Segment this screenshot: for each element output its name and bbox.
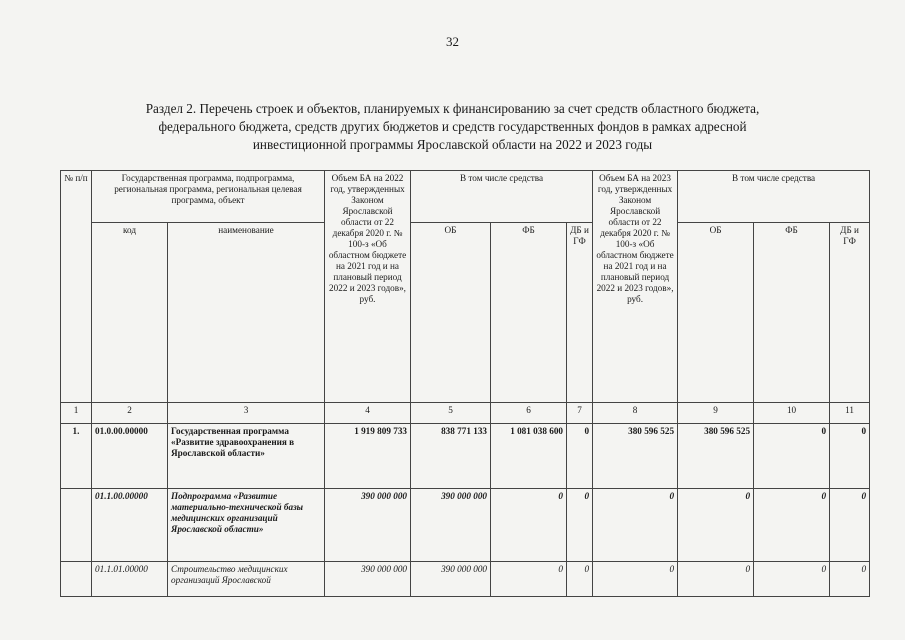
row-code: 01.1.01.00000 [92, 562, 168, 597]
column-number: 1 [61, 403, 92, 424]
row-dbgf-2022: 0 [567, 562, 593, 597]
investment-program-table [60, 170, 870, 597]
header-fb-2023: ФБ [754, 223, 830, 403]
row-dbgf-2023: 0 [830, 562, 870, 597]
header-dbgf-2022: ДБ и ГФ [567, 223, 593, 403]
header-code: код [92, 223, 168, 403]
header-program: Государственная программа, подпрограмма, региональная программа, региональная целевая программа, объект [92, 171, 325, 223]
header-fb-2022: ФБ [491, 223, 567, 403]
column-number: 7 [567, 403, 593, 424]
header-ba-2022: Объем БА на 2022 год, утвержденных Законом Ярославской области от 22 декабря 2020 г. № 100-з «Об областном бюджете на 2021 год и на плановый период 2022 и 2023 годов», руб. [325, 171, 411, 403]
column-number: 9 [678, 403, 754, 424]
column-number: 8 [593, 403, 678, 424]
row-name: Строительство медицинских организаций Ярославской [168, 562, 325, 597]
column-number: 3 [168, 403, 325, 424]
header-ob-2023: ОБ [678, 223, 754, 403]
row-code: 01.0.00.00000 [92, 424, 168, 489]
table-row-subprogram [61, 489, 870, 562]
row-fb-2023: 0 [754, 489, 830, 562]
row-ba-2023: 0 [593, 562, 678, 597]
row-fb-2022: 0 [491, 562, 567, 597]
row-name: Подпрограмма «Развитие материально-технической базы медицинских организаций Ярославской области» [168, 489, 325, 562]
header-dbgf-2023: ДБ и ГФ [830, 223, 870, 403]
header-ba-2023: Объем БА на 2023 год, утвержденных Законом Ярославской области от 22 декабря 2020 г. № 100-з «Об областном бюджете на 2021 год и на плановый период 2022 и 2023 годов», руб. [593, 171, 678, 403]
row-ob-2022: 390 000 000 [411, 489, 491, 562]
row-dbgf-2022: 0 [567, 424, 593, 489]
row-fb-2022: 1 081 038 600 [491, 424, 567, 489]
row-name: Государственная программа «Развитие здравоохранения в Ярославской области» [168, 424, 325, 489]
row-fb-2022: 0 [491, 489, 567, 562]
table-row-program [61, 424, 870, 489]
header-ob-2022: ОБ [411, 223, 491, 403]
header-num: № п/п [61, 171, 92, 403]
row-dbgf-2022: 0 [567, 489, 593, 562]
row-ba-2022: 390 000 000 [325, 489, 411, 562]
row-code: 01.1.00.00000 [92, 489, 168, 562]
column-number: 2 [92, 403, 168, 424]
heading-line-2: федерального бюджета, средств других бюджетов и средств государственных фондов в рамках адресной [158, 119, 747, 134]
row-ob-2023: 380 596 525 [678, 424, 754, 489]
row-ba-2022: 390 000 000 [325, 562, 411, 597]
column-number: 4 [325, 403, 411, 424]
row-dbgf-2023: 0 [830, 424, 870, 489]
page-number: 32 [446, 34, 459, 49]
column-number: 10 [754, 403, 830, 424]
heading-line-3: инвестиционной программы Ярославской области на 2022 и 2023 годы [252, 137, 653, 152]
row-fb-2023: 0 [754, 424, 830, 489]
column-number: 11 [830, 403, 870, 424]
column-number: 6 [491, 403, 567, 424]
column-number: 5 [411, 403, 491, 424]
header-including-2022: В том числе средства [411, 171, 593, 223]
row-ob-2022: 838 771 133 [411, 424, 491, 489]
row-num [61, 562, 92, 597]
row-ba-2023: 0 [593, 489, 678, 562]
column-number-row [61, 403, 870, 424]
row-fb-2023: 0 [754, 562, 830, 597]
row-ba-2023: 380 596 525 [593, 424, 678, 489]
header-name: наименование [168, 223, 325, 403]
heading-line-1: Раздел 2. Перечень строек и объектов, планируемых к финансированию за счет средств областного бюджета, [145, 101, 760, 116]
table-row-activity [61, 562, 870, 597]
row-dbgf-2023: 0 [830, 489, 870, 562]
row-num [61, 489, 92, 562]
row-ba-2022: 1 919 809 733 [325, 424, 411, 489]
row-num: 1. [61, 424, 92, 489]
section-heading [80, 100, 825, 154]
row-ob-2023: 0 [678, 489, 754, 562]
header-including-2023: В том числе средства [678, 171, 870, 223]
row-ob-2022: 390 000 000 [411, 562, 491, 597]
row-ob-2023: 0 [678, 562, 754, 597]
